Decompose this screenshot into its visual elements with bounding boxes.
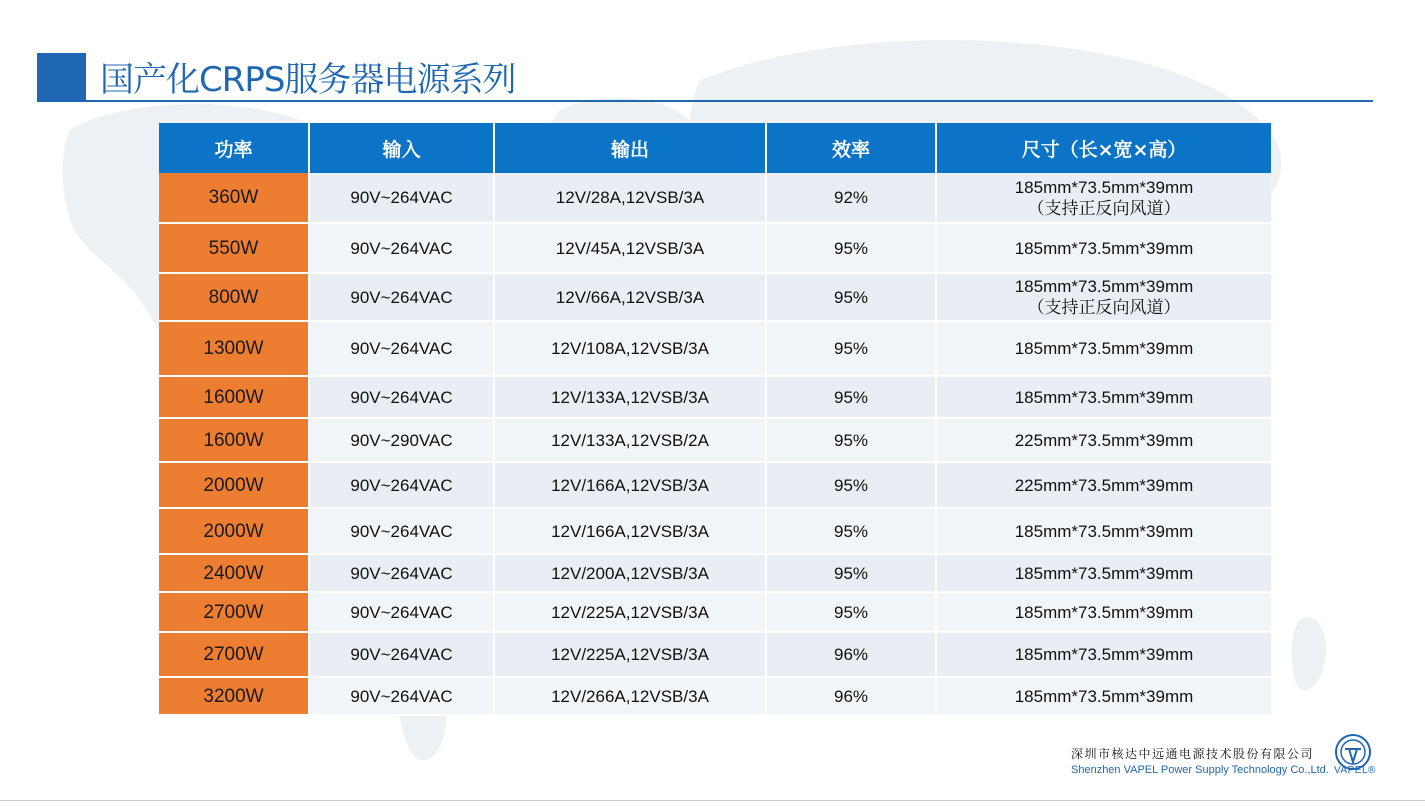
input-cell-value: 90V~264VAC (350, 387, 453, 407)
power-cell (159, 418, 309, 462)
power-cell (159, 677, 309, 715)
power-cell (159, 592, 309, 632)
input-cell-value: 90V~264VAC (350, 521, 453, 541)
input-cell (309, 508, 494, 554)
efficiency-cell-value: 95% (833, 238, 869, 258)
output-cell-value: 12V/108A,12VSB/3A (551, 339, 709, 358)
output-cell (494, 273, 766, 321)
size-cell (936, 321, 1271, 376)
size-cell-value: 185mm*73.5mm*39mm (1014, 339, 1194, 358)
efficiency-cell-value: 96% (833, 686, 869, 706)
output-cell (494, 321, 766, 376)
efficiency-cell (766, 554, 936, 592)
power-cell (159, 508, 309, 554)
efficiency-cell-value: 95% (833, 475, 869, 495)
table-row (159, 223, 1271, 273)
size-cell (936, 223, 1271, 273)
output-cell-value: 12V/133A,12VSB/2A (551, 430, 709, 450)
size-cell (936, 273, 1271, 321)
table-row (159, 321, 1271, 376)
table-row (159, 554, 1271, 592)
input-cell (309, 173, 494, 223)
table-row (159, 508, 1271, 554)
table-row (159, 462, 1271, 508)
output-cell-value: 12V/133A,12VSB/3A (551, 387, 709, 407)
size-note: （支持正反向风道） (1027, 198, 1181, 218)
company-name-cn: 深圳市核达中远通电源技术股份有限公司 (1071, 747, 1315, 761)
table-row (159, 273, 1271, 321)
efficiency-cell-value: 95% (833, 387, 869, 407)
size-cell-value: 185mm*73.5mm*39mm (1014, 387, 1194, 407)
efficiency-cell-value: 95% (833, 521, 869, 541)
table-row (159, 173, 1271, 223)
header-input: 输入 (309, 123, 494, 173)
table-row (159, 418, 1271, 462)
output-cell (494, 462, 766, 508)
header-efficiency: 效率 (766, 123, 936, 173)
efficiency-cell-value: 95% (833, 287, 869, 307)
efficiency-cell (766, 173, 936, 223)
power-cell-value: 2700W (203, 644, 264, 665)
output-cell-value: 12V/266A,12VSB/3A (551, 686, 709, 706)
efficiency-cell (766, 321, 936, 376)
input-cell (309, 462, 494, 508)
efficiency-cell (766, 592, 936, 632)
size-cell (936, 632, 1271, 677)
efficiency-cell-value: 96% (833, 645, 869, 664)
header-power: 功率 (159, 123, 309, 173)
input-cell (309, 273, 494, 321)
efficiency-cell-value: 92% (833, 188, 869, 207)
size-cell-value: 225mm*73.5mm*39mm (1014, 475, 1194, 495)
company-name-en: Shenzhen VAPEL Power Supply Technology Co.,Ltd. (1071, 764, 1329, 776)
size-cell (936, 462, 1271, 508)
input-cell (309, 321, 494, 376)
input-cell (309, 376, 494, 418)
efficiency-cell (766, 223, 936, 273)
size-cell (936, 592, 1271, 632)
efficiency-cell-value: 95% (833, 563, 869, 583)
input-cell-value: 90V~264VAC (350, 339, 453, 358)
size-cell-value: 225mm*73.5mm*39mm (1014, 430, 1194, 450)
output-cell (494, 677, 766, 715)
input-cell (309, 677, 494, 715)
efficiency-cell (766, 677, 936, 715)
input-cell-value: 90V~264VAC (350, 287, 453, 307)
power-cell-value: 1600W (203, 386, 264, 408)
size-cell-value: 185mm*73.5mm*39mm (1014, 563, 1194, 583)
output-cell-value: 12V/225A,12VSB/3A (551, 602, 709, 622)
efficiency-cell-value: 95% (833, 339, 869, 358)
input-cell-value: 90V~264VAC (350, 475, 453, 495)
input-cell (309, 418, 494, 462)
table-row (159, 677, 1271, 715)
size-cell (936, 554, 1271, 592)
output-cell (494, 173, 766, 223)
input-cell (309, 554, 494, 592)
size-cell-value: 185mm*73.5mm*39mm (1014, 686, 1194, 706)
input-cell-value: 90V~264VAC (350, 645, 453, 664)
output-cell-value: 12V/166A,12VSB/3A (551, 475, 709, 495)
output-cell (494, 223, 766, 273)
power-cell (159, 273, 309, 321)
size-cell (936, 418, 1271, 462)
power-cell-value: 2000W (203, 474, 264, 496)
power-cell-value: 800W (208, 286, 259, 308)
title-underline (86, 100, 1373, 102)
header-size: 尺寸（长×宽×高） (936, 123, 1271, 173)
header-output: 输出 (494, 123, 766, 173)
efficiency-cell (766, 508, 936, 554)
efficiency-cell-value: 95% (833, 430, 869, 450)
efficiency-cell (766, 632, 936, 677)
output-cell-value: 12V/28A,12VSB/3A (555, 188, 705, 207)
efficiency-cell (766, 376, 936, 418)
table-header-row (159, 123, 1271, 173)
power-cell-value: 1600W (203, 429, 264, 451)
power-cell (159, 223, 309, 273)
size-note: （支持正反向风道） (1027, 298, 1181, 317)
product-spec-table (159, 123, 1271, 716)
power-cell-value: 3200W (203, 685, 264, 707)
input-cell (309, 592, 494, 632)
input-cell-value: 90V~264VAC (350, 602, 453, 622)
output-cell (494, 632, 766, 677)
size-cell-value: 185mm*73.5mm*39mm (1014, 521, 1194, 541)
input-cell-value: 90V~264VAC (350, 238, 453, 258)
page-title: 国产化CRPS服务器电源系列 (100, 60, 516, 100)
power-cell-value: 1300W (203, 338, 264, 359)
table-row (159, 592, 1271, 632)
size-cell (936, 677, 1271, 715)
input-cell-value: 90V~264VAC (350, 563, 453, 583)
size-cell (936, 173, 1271, 223)
efficiency-cell (766, 462, 936, 508)
power-cell (159, 376, 309, 418)
logo-text: VAPEL® (1334, 765, 1376, 776)
title-accent-square (37, 53, 86, 102)
efficiency-cell (766, 273, 936, 321)
output-cell (494, 554, 766, 592)
power-cell (159, 462, 309, 508)
size-cell-value: 185mm*73.5mm*39mm (1014, 238, 1194, 258)
power-cell-value: 2700W (203, 601, 264, 623)
input-cell-value: 90V~290VAC (350, 430, 453, 450)
input-cell (309, 632, 494, 677)
size-cell-value: 185mm*73.5mm*39mm (1014, 277, 1194, 296)
output-cell-value: 12V/200A,12VSB/3A (551, 563, 709, 583)
size-cell-value: 185mm*73.5mm*39mm (1014, 645, 1194, 664)
output-cell-value: 12V/225A,12VSB/3A (551, 645, 709, 664)
power-cell-value: 550W (208, 237, 259, 259)
power-cell (159, 632, 309, 677)
size-cell-value: 185mm*73.5mm*39mm (1014, 177, 1194, 197)
input-cell-value: 90V~264VAC (350, 188, 453, 207)
size-cell (936, 508, 1271, 554)
bottom-divider (0, 800, 1425, 801)
power-cell-value: 2400W (203, 562, 264, 584)
power-cell (159, 173, 309, 223)
output-cell (494, 376, 766, 418)
power-cell (159, 554, 309, 592)
output-cell (494, 508, 766, 554)
output-cell (494, 418, 766, 462)
power-cell-value: 2000W (203, 520, 264, 542)
power-cell-value: 360W (208, 187, 259, 208)
power-cell (159, 321, 309, 376)
size-cell-value: 185mm*73.5mm*39mm (1014, 602, 1194, 622)
output-cell-value: 12V/45A,12VSB/3A (555, 238, 705, 258)
output-cell-value: 12V/166A,12VSB/3A (551, 521, 709, 541)
output-cell-value: 12V/66A,12VSB/3A (555, 287, 705, 307)
efficiency-cell-value: 95% (833, 602, 869, 622)
output-cell (494, 592, 766, 632)
size-cell (936, 376, 1271, 418)
input-cell-value: 90V~264VAC (350, 686, 453, 706)
input-cell (309, 223, 494, 273)
table-row (159, 632, 1271, 677)
table-row (159, 376, 1271, 418)
efficiency-cell (766, 418, 936, 462)
